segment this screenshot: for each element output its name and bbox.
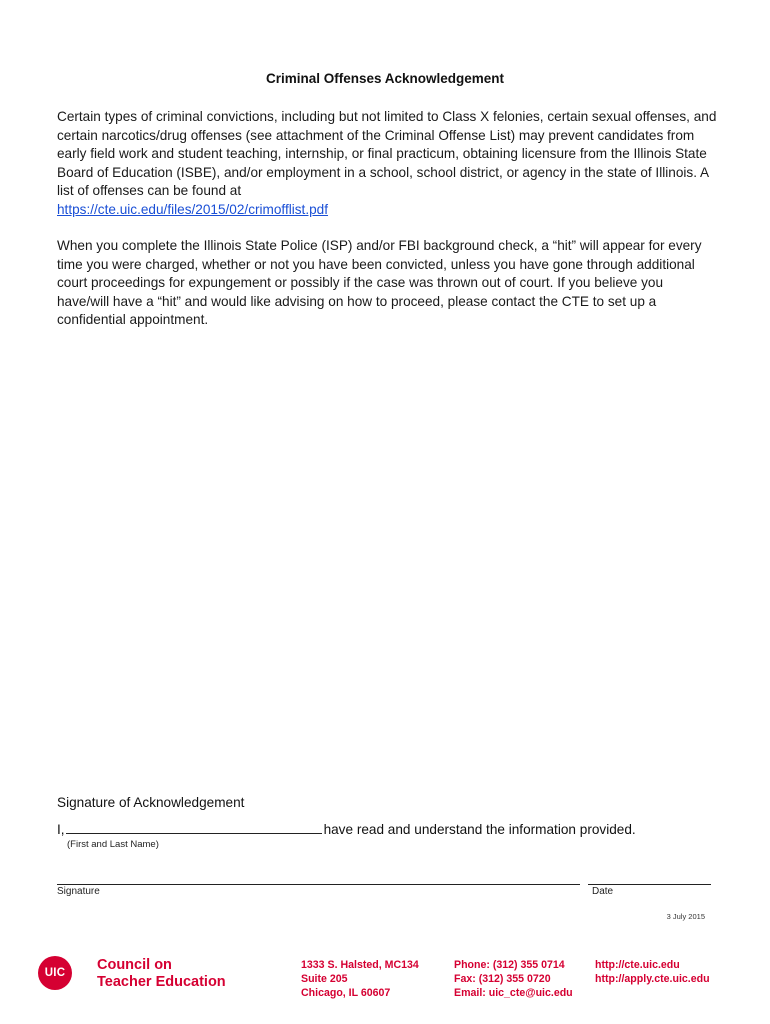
ack-prefix: I, [57,822,65,837]
address-line: 1333 S. Halsted, MC134 [301,959,419,971]
name-field[interactable] [66,821,322,834]
offense-list-link[interactable]: https://cte.uic.edu/files/2015/02/crimofflist.pdf [57,201,329,217]
signature-field[interactable] [57,884,580,885]
phone-number: Phone: (312) 355 0714 [454,959,565,971]
signature-label: Signature [57,886,100,897]
date-label: Date [592,886,614,897]
uic-logo: UIC [38,956,72,990]
address-line: Suite 205 [301,973,348,985]
phone-block [454,958,573,1000]
name-field-hint: (First and Last Name) [67,839,159,850]
fax-number: Fax: (312) 355 0720 [454,973,551,985]
date-field[interactable] [588,884,711,885]
signature-heading: Signature of Acknowledgement [57,795,245,810]
background-check-paragraph: When you complete the Illinois State Police (ISP) and/or FBI background check, a “hit” will appear for every time you were charged, whether or not you have been convicted, unless you have gone through additional court proceedings for expungement or possibly if the case was thrown out of court. If you believe you have/will have a “hit” and would like advising on how to proceed, please contact the CTE to set up a confidential appointment. [57,238,702,328]
address-block [301,958,419,1000]
web-block [595,958,710,986]
email-address: Email: uic_cte@uic.edu [454,987,573,999]
org-name-line: Council on [97,957,172,973]
org-name [97,957,226,991]
document-title: Criminal Offenses Acknowledgement [265,71,505,86]
website-link[interactable]: http://cte.uic.edu [595,959,680,971]
acknowledgement-line [57,821,636,837]
org-name-line: Teacher Education [97,974,226,990]
offense-paragraph-text: Certain types of criminal convictions, including but not limited to Class X felonies, certain sexual offenses, and certain narcotics/drug offenses (see attachment of the Criminal Offense List) may prevent candidates from early field work and student teaching, internship, or final practicum, obtaining licensure from the Illinois State Board of Education (ISBE), and/or employment in a school, school district, or agency in the state of Illinois. A list of offenses can be found at [57,109,717,199]
offense-paragraph [57,108,717,220]
ack-suffix: have read and understand the information provided. [323,822,636,837]
address-line: Chicago, IL 60607 [301,987,391,999]
revision-date: 3 July 2015 [666,912,705,921]
apply-website-link[interactable]: http://apply.cte.uic.edu [595,973,710,985]
